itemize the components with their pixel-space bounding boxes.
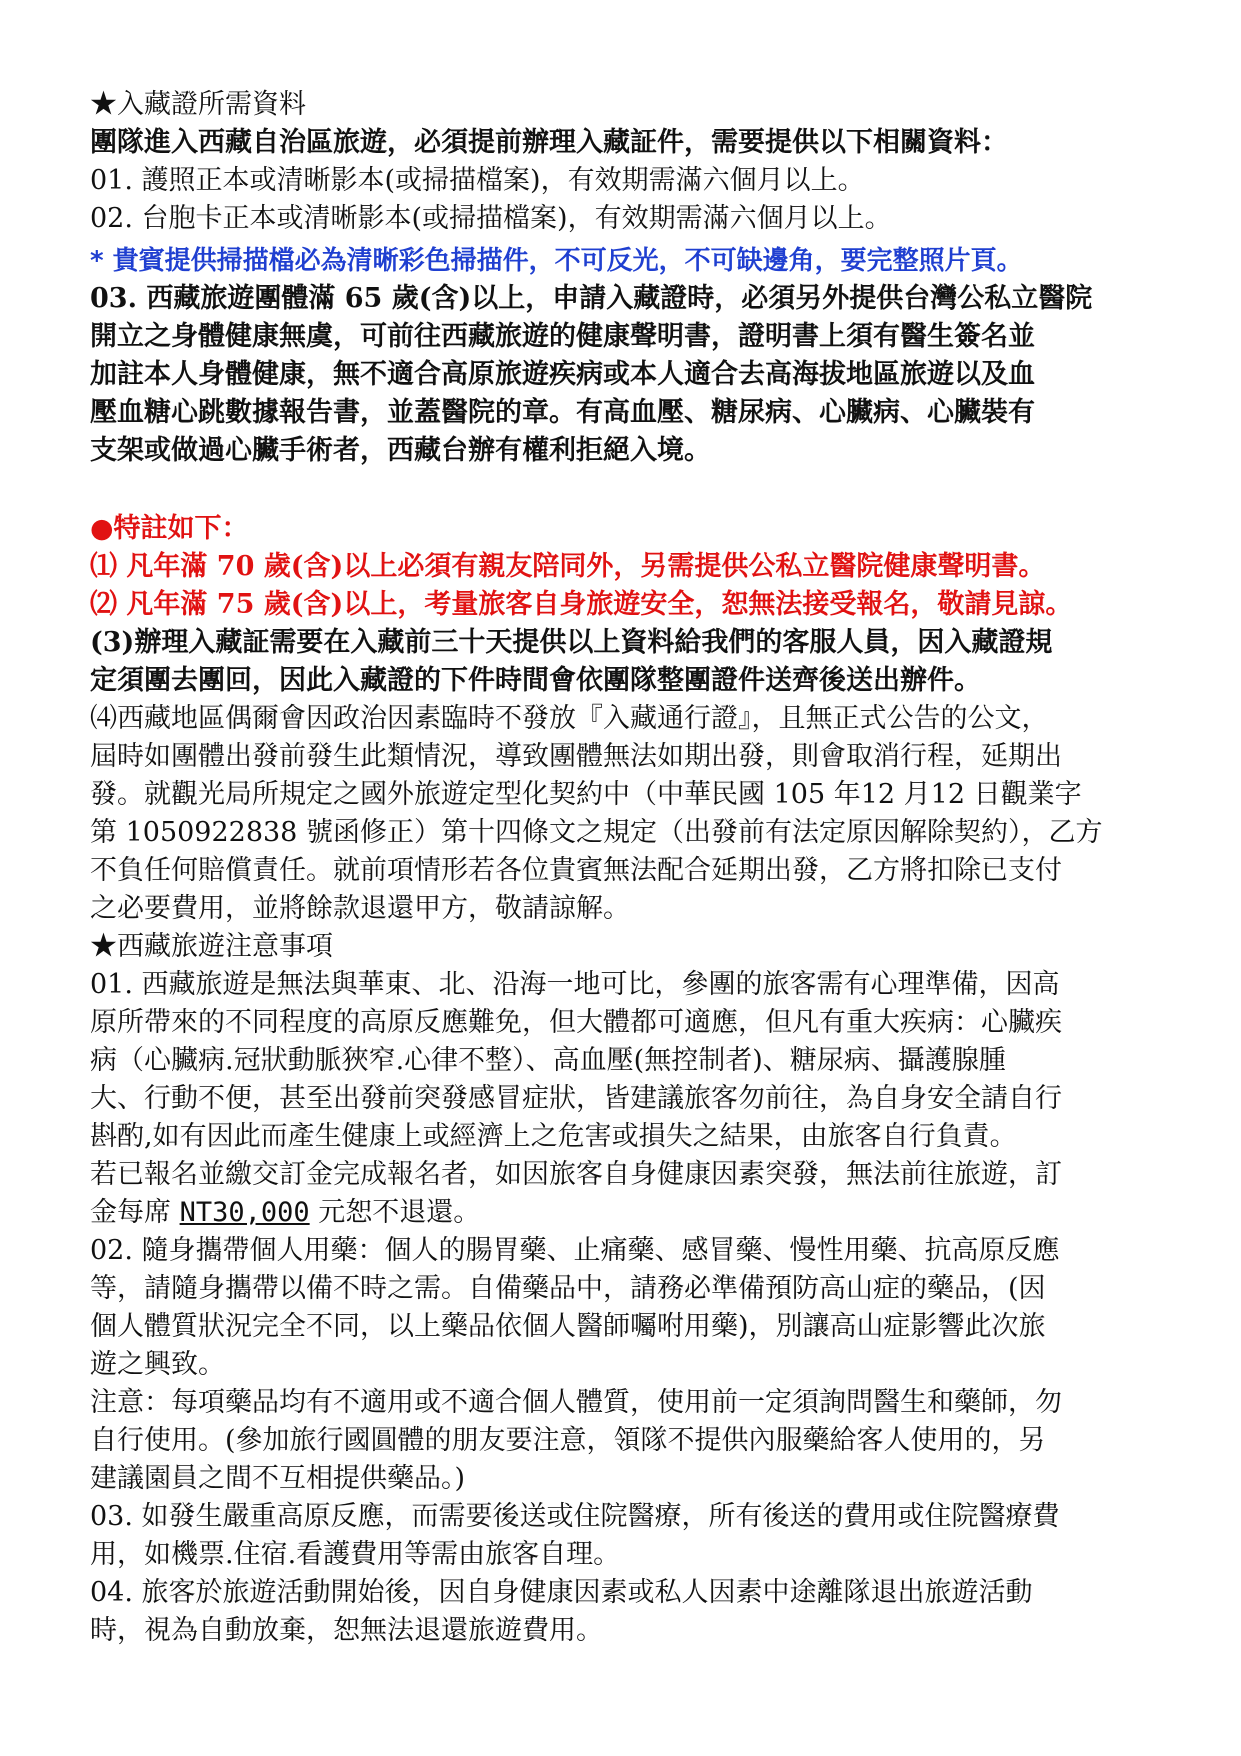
special-note-permit-suspension <box>90 700 1160 928</box>
paragraph-line: 斟酌,如有因此而產生健康上或經濟上之危害或損失之結果，由旅客自行負責。 <box>90 1121 1017 1152</box>
paragraph-line: 大、行動不便，甚至出發前突發感冒症狀，皆建議旅客勿前往，為自身安全請自行 <box>90 1083 1062 1114</box>
paragraph-line: ⑷西藏地區偶爾會因政治因素臨時不發放『入藏通行證』，且無正式公告的公文， <box>90 703 1049 734</box>
paragraph-line: 等，請隨身攜帶以備不時之需。自備藥品中，請務必準備預防高山症的藥品，(因 <box>90 1273 1046 1304</box>
special-notes-heading: ●特註如下： <box>90 513 249 544</box>
paragraph-line: 病（心臟病.冠狀動脈狹窄.心律不整）、高血壓(無控制者)、糖尿病、攝護腺腫 <box>90 1045 1006 1076</box>
paragraph-line: 加註本人身體健康，無不適合高原旅遊疾病或本人適合去高海拔地區旅遊以及血 <box>90 359 1035 390</box>
paragraph-line: 之必要費用，並將餘款退還甲方，敬請諒解。 <box>90 893 630 924</box>
travel-note-altitude-health <box>90 966 1160 1232</box>
permit-intro: 團隊進入西藏自治區旅遊，必須提前辦理入藏証件，需要提供以下相關資料： <box>90 127 1008 158</box>
paragraph-line: 建議園員之間不互相提供藥品。) <box>90 1463 466 1494</box>
deposit-line <box>90 1194 1160 1232</box>
paragraph-line: 開立之身體健康無虞，可前往西藏旅遊的健康聲明書，證明書上須有醫生簽名並 <box>90 321 1035 352</box>
paragraph-line: 用，如機票.住宿.看護費用等需由旅客自理。 <box>90 1539 621 1570</box>
paragraph-line: 支架或做過心臟手術者，西藏台辦有權利拒絕入境。 <box>90 435 711 466</box>
deposit-suffix: 元恕不退還。 <box>309 1197 481 1228</box>
paragraph-line: 第 1050922838 號函修正）第十四條文之規定（出發前有法定原因解除契約），乙方 <box>90 817 1103 848</box>
paragraph-line: 發。就觀光局所規定之國外旅遊定型化契約中（中華民國 105 年12 月12 日觀業字 <box>90 779 1082 810</box>
paragraph-line: 自行使用。(參加旅行國圓體的朋友要注意，領隊不提供內服藥給客人使用的，另 <box>90 1425 1046 1456</box>
paragraph-line: 若已報名並繳交訂金完成報名者，如因旅客自身健康因素突發，無法前往旅遊，訂 <box>90 1159 1062 1190</box>
permit-item-health-certificate <box>90 280 1160 470</box>
deposit-amount: NT30,000 <box>179 1197 310 1228</box>
paragraph-line: 04. 旅客於旅遊活動開始後，因自身健康因素或私人因素中途離隊退出旅遊活動 <box>90 1577 1033 1608</box>
paragraph-line: 時，視為自動放棄，恕無法退還旅遊費用。 <box>90 1615 603 1646</box>
deposit-prefix: 金每席 <box>90 1197 180 1228</box>
paragraph-line: 注意：每項藥品均有不適用或不適合個人體質，使用前一定須詢問醫生和藥師，勿 <box>90 1387 1062 1418</box>
permit-item-taiwan-compatriot-card: 02. 台胞卡正本或清晰影本(或掃描檔案)，有效期需滿六個月以上。 <box>90 203 892 234</box>
section-heading-permit-requirements: ★入藏證所需資料 <box>90 89 306 120</box>
travel-note-evacuation-costs <box>90 1498 1160 1574</box>
paragraph-line: 壓血糖心跳數據報告書，並蓋醫院的章。有高血壓、糖尿病、心臟病、心臟裝有 <box>90 397 1035 428</box>
paragraph-line: 屆時如團體出發前發生此類情況，導致團體無法如期出發，則會取消行程，延期出 <box>90 741 1062 772</box>
permit-item-passport: 01. 護照正本或清晰影本(或掃描檔案)，有效期需滿六個月以上。 <box>90 165 865 196</box>
travel-note-early-departure <box>90 1574 1160 1650</box>
special-note-permit-timing <box>90 624 1160 700</box>
paragraph-line: (3)辦理入藏証需要在入藏前三十天提供以上資料給我們的客服人員，因入藏證規 <box>90 627 1053 658</box>
section-heading-travel-notes: ★西藏旅遊注意事項 <box>90 931 333 962</box>
document-page <box>90 86 1160 1650</box>
paragraph-line: 原所帶來的不同程度的高原反應難免，但大體都可適應，但凡有重大疾病：心臟疾 <box>90 1007 1062 1038</box>
paragraph-line: 01. 西藏旅遊是無法與華東、北、沿海一地可比，參團的旅客需有心理準備，因高 <box>90 969 1060 1000</box>
paragraph-line: 遊之興致。 <box>90 1349 225 1380</box>
paragraph-line: 不負任何賠償責任。就前項情形若各位貴賓無法配合延期出發，乙方將扣除已支付 <box>90 855 1062 886</box>
paragraph-line: 02. 隨身攜帶個人用藥：個人的腸胃藥、止痛藥、感冒藥、慢性用藥、抗高原反應 <box>90 1235 1060 1266</box>
paragraph-line: 03. 西藏旅遊團體滿 65 歲(含)以上，申請入藏證時，必須另外提供台灣公私立醫院 <box>90 283 1093 314</box>
paragraph-line: 個人體質狀況完全不同，以上藥品依個人醫師囑咐用藥)，別讓高山症影響此次旅 <box>90 1311 1046 1342</box>
travel-note-personal-medicine <box>90 1232 1160 1384</box>
paragraph-line: 定須團去團回，因此入藏證的下件時間會依團隊整團證件送齊後送出辦件。 <box>90 665 981 696</box>
scan-requirement-note: * 貴賓提供掃描檔必為清晰彩色掃描件，不可反光，不可缺邊角，要完整照片頁。 <box>90 246 1023 276</box>
paragraph-line: 03. 如發生嚴重高原反應，而需要後送或住院醫療，所有後送的費用或住院醫療費 <box>90 1501 1060 1532</box>
special-note-age-75: ⑵ 凡年滿 75 歲(含)以上，考量旅客自身旅遊安全，恕無法接受報名，敬請見諒。 <box>90 589 1073 620</box>
travel-note-medicine-caution <box>90 1384 1160 1498</box>
special-note-age-70: ⑴ 凡年滿 70 歲(含)以上必須有親友陪同外，另需提供公私立醫院健康聲明書。 <box>90 551 1046 582</box>
